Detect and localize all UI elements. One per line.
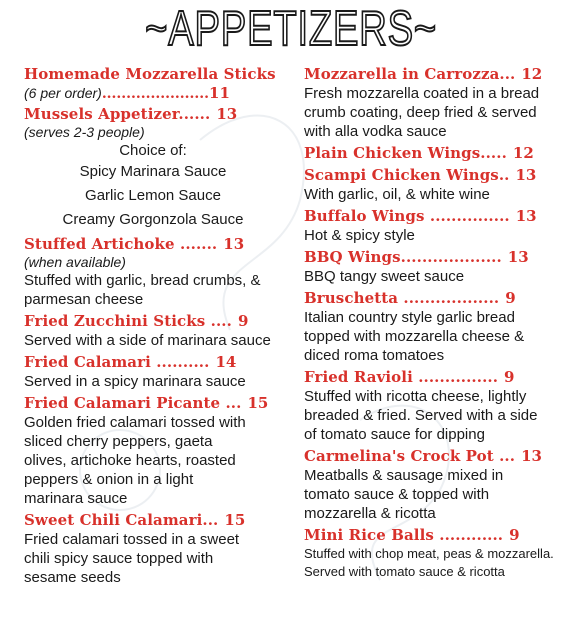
menu-item-calamari-picante bbox=[24, 393, 282, 508]
item-title: Fried Zucchini Sticks .... bbox=[24, 312, 232, 330]
menu-item-plain-chicken-wings bbox=[304, 143, 562, 163]
item-title: Bruschetta .................. bbox=[304, 289, 500, 307]
menu-item-mozzarella-carrozza bbox=[304, 64, 562, 141]
item-title-row bbox=[24, 393, 282, 413]
item-price: 9 bbox=[504, 368, 515, 386]
menu-item-stuffed-artichoke bbox=[24, 234, 282, 309]
item-price: 9 bbox=[509, 526, 520, 544]
item-description-line: Served with a side of marinara sauce bbox=[24, 332, 271, 349]
item-note: (serves 2-3 people) bbox=[24, 124, 145, 140]
menu-item-bbq-wings bbox=[304, 247, 562, 286]
item-price: 13 bbox=[223, 235, 245, 253]
item-title-row bbox=[304, 446, 562, 466]
item-description-line: Served in a spicy marinara sauce bbox=[24, 373, 246, 390]
item-price: 14 bbox=[215, 353, 237, 371]
menu-item-crock-pot bbox=[304, 446, 562, 523]
item-title: Stuffed Artichoke ....... bbox=[24, 235, 218, 253]
item-title: Homemade Mozzarella Sticks bbox=[24, 65, 276, 83]
item-price: 13 bbox=[515, 166, 537, 184]
item-title: Mussels Appetizer...... bbox=[24, 105, 211, 123]
item-description-line: diced roma tomatoes bbox=[304, 347, 445, 364]
choice-option: Creamy Gorgonzola Sauce bbox=[62, 211, 244, 228]
item-price: 13 bbox=[515, 207, 537, 225]
item-title: Scampi Chicken Wings.. bbox=[304, 166, 510, 184]
item-price: 15 bbox=[224, 511, 246, 529]
item-price: 13 bbox=[521, 447, 542, 465]
item-description-line: marinara sauce bbox=[24, 490, 128, 507]
item-title-row bbox=[24, 104, 282, 124]
choice-option: Garlic Lemon Sauce bbox=[85, 187, 221, 204]
item-price: 13 bbox=[507, 248, 529, 266]
item-title: Plain Chicken Wings..... bbox=[304, 144, 507, 162]
item-description-line: BBQ tangy sweet sauce bbox=[304, 268, 465, 285]
page-title: ~APPETIZERS~ bbox=[145, 2, 437, 56]
item-title: Buffalo Wings ............... bbox=[304, 207, 510, 225]
item-title: Sweet Chili Calamari... bbox=[24, 511, 219, 529]
item-description-line: Hot & spicy style bbox=[304, 227, 415, 244]
item-title-row bbox=[304, 143, 562, 163]
item-title-row bbox=[24, 510, 282, 530]
menu-item-buffalo-wings bbox=[304, 206, 562, 245]
menu-item-mussels bbox=[24, 104, 282, 232]
item-description-line: Golden fried calamari tossed with bbox=[24, 414, 246, 431]
menu-item-mozzarella-sticks bbox=[24, 64, 282, 102]
item-title-row bbox=[304, 525, 562, 545]
left-column bbox=[24, 64, 282, 589]
item-price: 9 bbox=[505, 289, 516, 307]
item-price: 11 bbox=[209, 84, 230, 102]
item-price: 12 bbox=[512, 144, 534, 162]
choice-option: Spicy Marinara Sauce bbox=[79, 163, 227, 180]
item-description-line: parmesan cheese bbox=[24, 291, 144, 308]
item-title-row bbox=[304, 64, 562, 84]
item-description-line: chili spicy sauce topped with bbox=[24, 550, 214, 567]
item-description-line: Stuffed with ricotta cheese, lightly bbox=[304, 388, 527, 405]
choice-heading: Choice of: bbox=[119, 142, 187, 159]
item-note: (6 per order) bbox=[24, 85, 102, 101]
item-description-line: olives, artichoke hearts, roasted bbox=[24, 452, 236, 469]
item-description-line: Italian country style garlic bread bbox=[304, 309, 515, 326]
item-title: Fried Calamari .......... bbox=[24, 353, 210, 371]
item-title: BBQ Wings................... bbox=[304, 248, 502, 266]
item-title: Fried Ravioli ............... bbox=[304, 368, 499, 386]
item-description-line: with alla vodka sauce bbox=[304, 123, 447, 140]
item-description-line: Fresh mozzarella coated in a bread bbox=[304, 85, 540, 102]
menu-item-sweet-chili-calamari bbox=[24, 510, 282, 587]
item-description-line: Fried calamari tossed in a sweet bbox=[24, 531, 240, 548]
item-title: Fried Calamari Picante ... bbox=[24, 394, 242, 412]
item-title: Mini Rice Balls ............ bbox=[304, 526, 504, 544]
item-title-row bbox=[304, 288, 562, 308]
item-description-line: Stuffed with chop meat, peas & mozzarella. bbox=[304, 546, 554, 561]
item-title: Mozzarella in Carrozza... bbox=[304, 65, 516, 83]
right-column bbox=[304, 64, 562, 583]
menu-item-mini-rice-balls bbox=[304, 525, 562, 581]
item-note-row bbox=[24, 84, 282, 102]
item-description-line: breaded & fried. Served with a side bbox=[304, 407, 538, 424]
menu-item-bruschetta bbox=[304, 288, 562, 365]
menu-item-scampi-chicken-wings bbox=[304, 165, 562, 204]
item-price: 12 bbox=[521, 65, 543, 83]
item-price: 13 bbox=[216, 105, 238, 123]
item-description-line: tomato sauce & topped with bbox=[304, 486, 490, 503]
menu-item-fried-ravioli bbox=[304, 367, 562, 444]
item-title-row bbox=[304, 247, 562, 267]
item-description-line: Stuffed with garlic, bread crumbs, & bbox=[24, 272, 261, 289]
item-description-line: peppers & onion in a light bbox=[24, 471, 194, 488]
sauce-choices bbox=[24, 141, 282, 232]
item-description-line: With garlic, oil, & white wine bbox=[304, 186, 490, 203]
menu-item-fried-calamari bbox=[24, 352, 282, 391]
item-title-row bbox=[304, 367, 562, 387]
item-note: (when available) bbox=[24, 254, 126, 270]
item-title-row bbox=[24, 352, 282, 372]
item-description-line: topped with mozzarella cheese & bbox=[304, 328, 525, 345]
item-description-line: Served with tomato sauce & ricotta bbox=[304, 564, 505, 579]
item-description-line: crumb coating, deep fried & served bbox=[304, 104, 537, 121]
item-price: 15 bbox=[247, 394, 269, 412]
item-title-row bbox=[24, 234, 282, 254]
item-title-row bbox=[304, 206, 562, 226]
item-title: Carmelina's Crock Pot ... bbox=[304, 447, 516, 465]
item-description-line: of tomato sauce for dipping bbox=[304, 426, 485, 443]
item-description-line: sesame seeds bbox=[24, 569, 121, 586]
item-description-line: mozzarella & ricotta bbox=[304, 505, 436, 522]
menu-item-zucchini-sticks bbox=[24, 311, 282, 350]
item-title-row bbox=[24, 311, 282, 331]
item-dots: ...................... bbox=[101, 86, 210, 102]
item-description-line: Meatballs & sausage mixed in bbox=[304, 467, 504, 484]
item-description-line: sliced cherry peppers, gaeta bbox=[24, 433, 213, 450]
menu-header bbox=[0, 0, 582, 58]
item-title-row bbox=[304, 165, 562, 185]
item-price: 9 bbox=[237, 312, 249, 330]
